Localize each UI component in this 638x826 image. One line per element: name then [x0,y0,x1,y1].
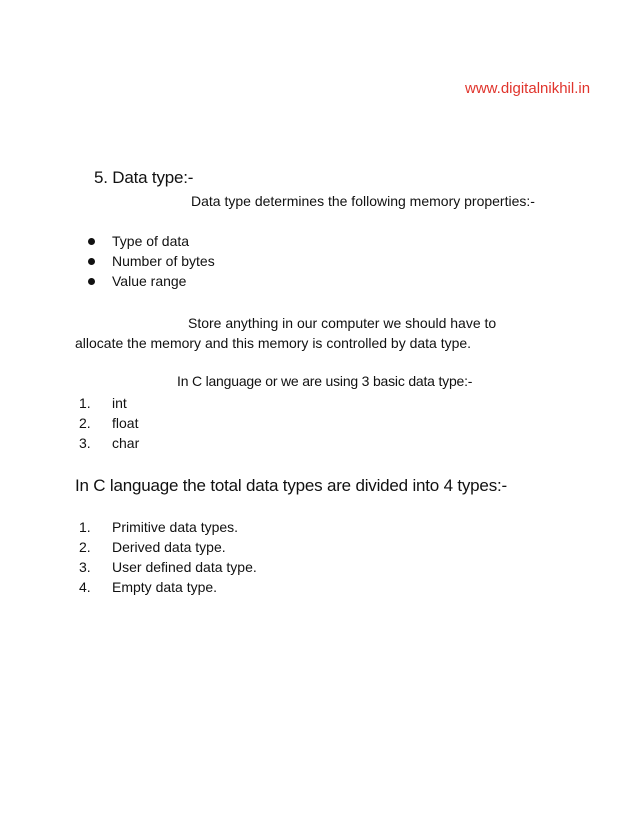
list-item [84,231,215,251]
bullet-icon [88,238,95,245]
list-item-label: float [112,415,139,431]
total-types-heading: In C language the total data types are divided into 4 types:- [75,476,507,495]
list-number: 2. [79,539,91,555]
list-item-label: Primitive data types. [112,519,239,535]
list-item [79,433,139,453]
list-item-label: Value range [112,273,187,289]
list-item-label: int [112,395,127,411]
bullet-list [84,231,215,291]
bullet-icon [88,278,95,285]
section-heading: 5. Data type:- [94,168,194,187]
site-url[interactable]: www.digitalnikhil.in [465,80,591,97]
list-item-label: Type of data [112,233,190,249]
list-item [79,577,257,597]
list-item [79,517,257,537]
list-item-label: Number of bytes [112,253,215,269]
list-number: 3. [79,435,91,451]
list-number: 1. [79,519,91,535]
list-item-label: Derived data type. [112,539,226,555]
list-number: 1. [79,395,91,411]
paragraph-line-1: Store anything in our computer we should have to [188,315,497,331]
basic-types-list [79,393,139,453]
list-item [79,393,139,413]
list-item [84,251,215,271]
bullet-icon [88,258,95,265]
basic-types-heading: In C language or we are using 3 basic data type:- [177,373,473,389]
list-number: 4. [79,579,91,595]
list-item-label: User defined data type. [112,559,257,575]
total-types-list [79,517,257,597]
intro-text: Data type determines the following memory properties:- [191,193,535,209]
list-item [79,537,257,557]
list-item-label: char [112,435,140,451]
paragraph-line-2: allocate the memory and this memory is controlled by data type. [75,335,472,351]
list-item [79,413,139,433]
list-number: 3. [79,559,91,575]
list-item [79,557,257,577]
list-item-label: Empty data type. [112,579,218,595]
list-item [84,271,215,291]
list-number: 2. [79,415,91,431]
